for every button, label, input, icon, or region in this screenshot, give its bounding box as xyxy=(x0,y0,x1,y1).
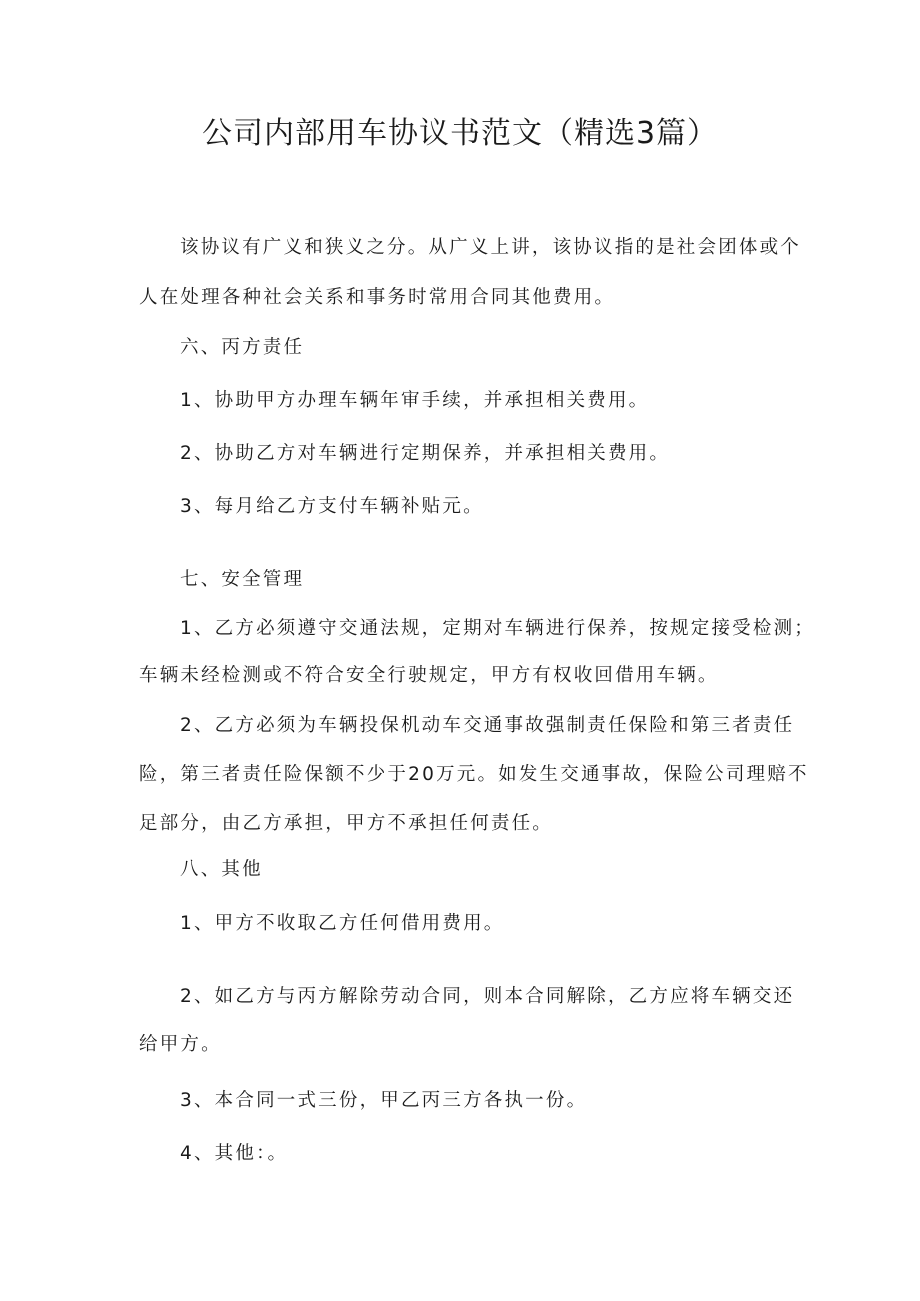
section-7-item-1-line-2: 车辆未经检测或不符合安全行驶规定，甲方有权收回借用车辆。 xyxy=(139,665,719,686)
section-8-item-2-line-2: 给甲方。 xyxy=(139,1034,222,1055)
section-8-heading: 八、其他 xyxy=(180,859,263,880)
section-6-item-1: 1、协助甲方办理车辆年审手续，并承担相关费用。 xyxy=(180,390,650,411)
section-7-item-1-line-1: 1、乙方必须遵守交通法规，定期对车辆进行保养，按规定接受检测； xyxy=(180,618,815,639)
section-8-item-4: 4、其他：。 xyxy=(180,1143,289,1164)
section-6-item-3: 3、每月给乙方支付车辆补贴元。 xyxy=(180,496,484,517)
section-6-item-2: 2、协助乙方对车辆进行定期保养，并承担相关费用。 xyxy=(180,443,671,464)
section-6-heading: 六、丙方责任 xyxy=(180,337,305,358)
section-7-item-2-line-1: 2、乙方必须为车辆投保机动车交通事故强制责任保险和第三者责任 xyxy=(180,715,795,736)
page-title: 公司内部用车协议书范文（精选3篇） xyxy=(201,116,719,151)
section-8-item-3: 3、本合同一式三份，甲乙丙三方各执一份。 xyxy=(180,1090,588,1111)
section-8-item-2-line-1: 2、如乙方与丙方解除劳动合同，则本合同解除，乙方应将车辆交还 xyxy=(180,986,795,1007)
intro-line-2: 人在处理各种社会关系和事务时常用合同其他费用。 xyxy=(139,287,616,308)
section-7-heading: 七、安全管理 xyxy=(180,569,305,590)
section-7-item-2-line-3: 足部分，由乙方承担，甲方不承担任何责任。 xyxy=(139,813,554,834)
intro-line-1: 该协议有广义和狭义之分。从广义上讲，该协议指的是社会团体或个 xyxy=(180,237,802,258)
section-7-item-2-line-2: 险，第三者责任险保额不少于20万元。如发生交通事故，保险公司理赔不 xyxy=(139,764,809,785)
section-8-item-1: 1、甲方不收取乙方任何借用费用。 xyxy=(180,913,505,934)
